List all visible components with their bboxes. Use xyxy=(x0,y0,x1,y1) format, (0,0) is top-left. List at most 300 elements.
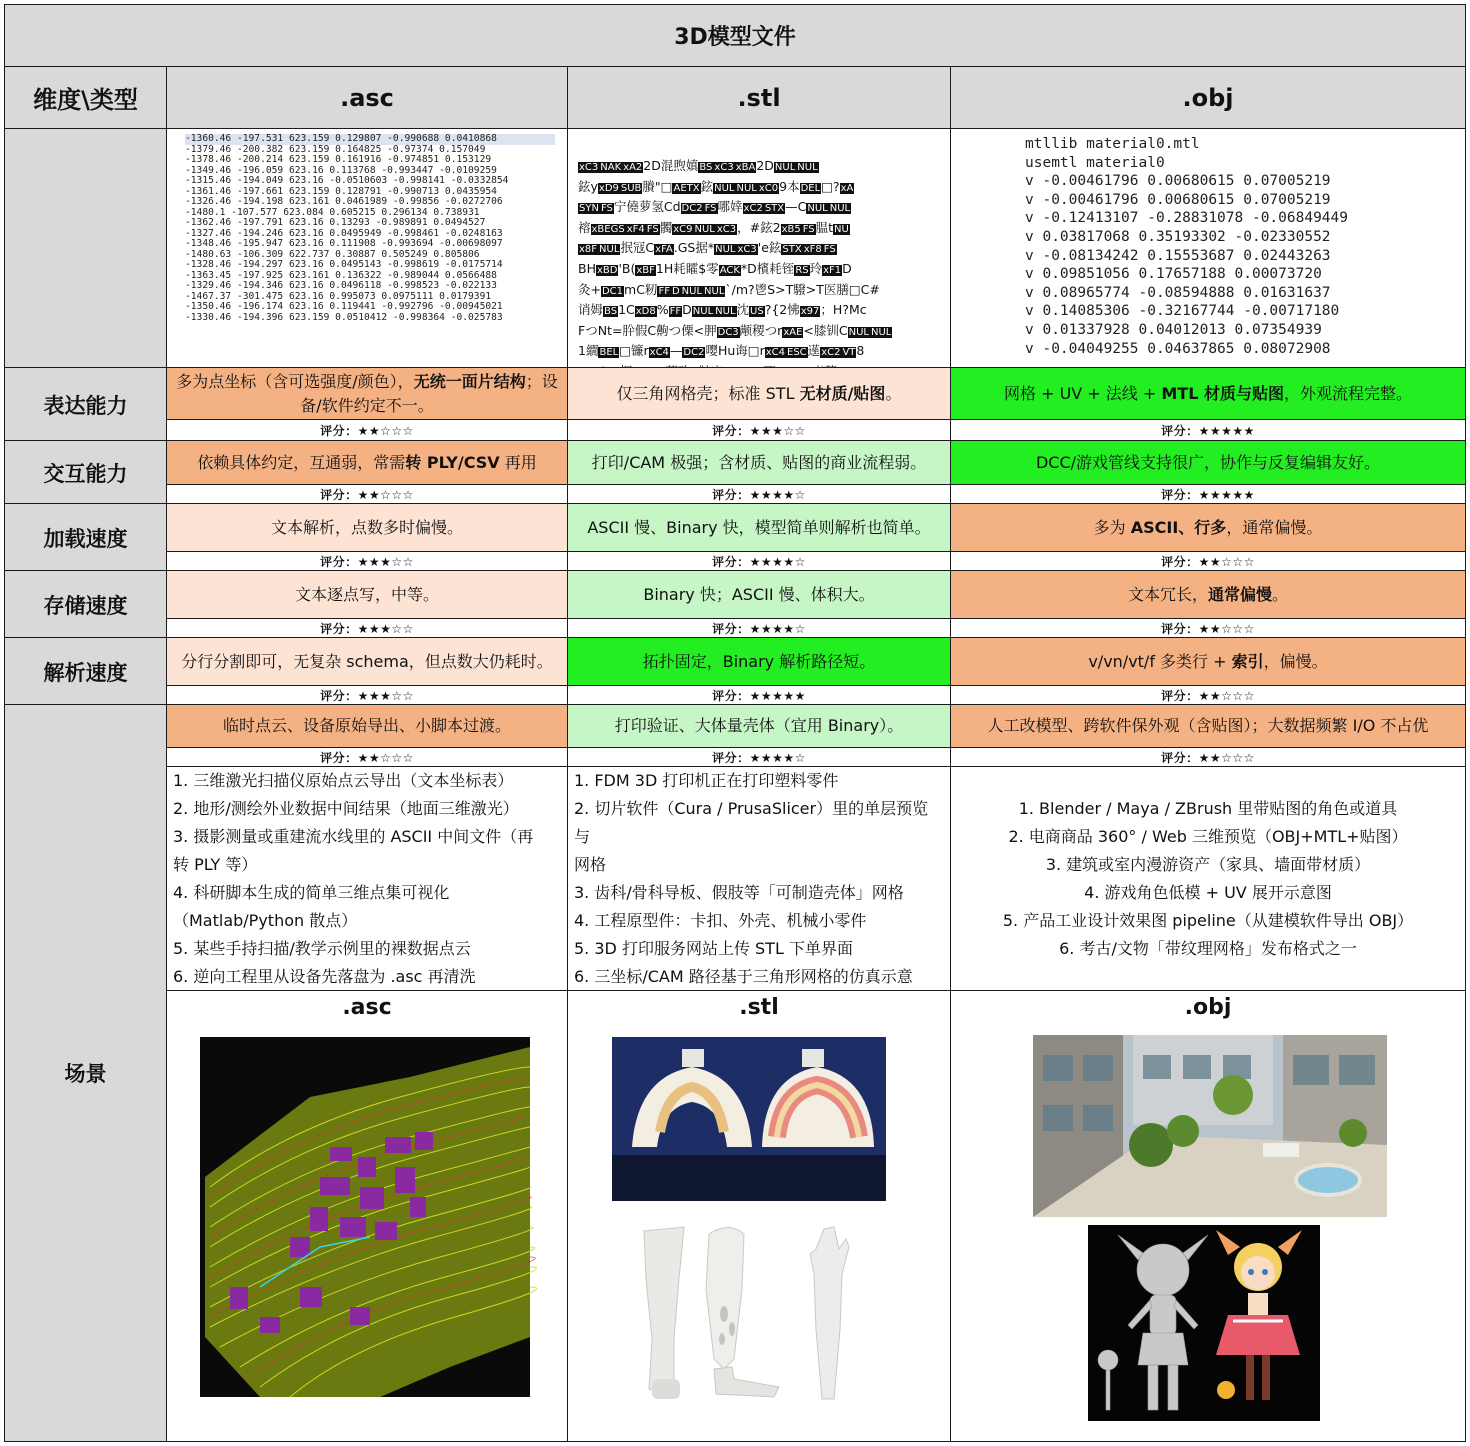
control-char-token: ESC xyxy=(787,347,807,359)
binary-text-token: ?{2怫 xyxy=(764,302,800,318)
binary-text-token: 宁僥萝氢Cd xyxy=(613,199,681,215)
control-char-token: xA xyxy=(840,182,854,194)
control-char-token: D xyxy=(671,285,680,297)
control-char-token: NUL xyxy=(829,203,851,215)
rating-text-stl xyxy=(567,503,951,552)
control-char-token: xF4 xyxy=(626,223,645,235)
control-char-token: x8F xyxy=(579,244,598,256)
asc-line: -1360.46 -197.531 623.159 0.129807 -0.990688 0.0410868 xyxy=(185,134,555,145)
score-label: 评分： xyxy=(320,751,358,765)
control-char-token: FF xyxy=(658,285,670,297)
description-part: 仅三角网格壳；标准 STL xyxy=(616,383,800,403)
scene-asc-image-cell xyxy=(166,990,568,1442)
binary-text-token: 鉉y xyxy=(578,178,598,194)
score-stl xyxy=(567,419,951,442)
star-rating: ★★★★★ xyxy=(749,688,806,703)
description-emphasis: 通常偏慢 xyxy=(1207,584,1272,604)
stl-line xyxy=(578,198,940,219)
control-char-token: NUL xyxy=(797,162,818,173)
control-char-token: BS xyxy=(699,162,713,173)
description-part: ，外观流程完整。 xyxy=(1284,383,1413,403)
description-part: 多为点坐标（含可选强度/颜色）， xyxy=(176,371,414,391)
preview-row-label xyxy=(4,128,167,368)
description-part: 。 xyxy=(885,383,902,403)
obj-line: v -0.08134242 0.15553687 0.02443263 xyxy=(1025,247,1331,264)
description-part: 分行分割即可，无复杂 schema，但点数大仍耗时。 xyxy=(181,651,553,671)
control-char-token: xC3 xyxy=(716,223,737,235)
binary-text-token: BH xyxy=(578,260,596,276)
control-char-token: x97 xyxy=(800,306,820,318)
score-label: 评分： xyxy=(320,689,358,703)
description-emphasis: 无统一面片结构 xyxy=(413,371,526,391)
obj-line: v 0.14085306 -0.32167744 -0.00717180 xyxy=(1025,303,1340,320)
control-char-token: NUL xyxy=(714,182,735,194)
score-label: 评分： xyxy=(320,424,358,438)
row-label xyxy=(4,440,167,505)
binary-text-token: *D檳耗铚 xyxy=(740,260,795,276)
control-char-token: BS xyxy=(604,306,618,318)
prosthetics-image xyxy=(634,1219,860,1409)
score-label: 评分： xyxy=(712,555,750,569)
obj-line: v -0.04049255 0.04637865 0.08072908 xyxy=(1025,340,1331,357)
description-emphasis: 转 PLY/CSV xyxy=(405,452,500,472)
description-part: ，偏慢。 xyxy=(1263,651,1328,671)
star-rating: ★★★★★ xyxy=(1198,423,1255,438)
binary-text-token: 抿冦C xyxy=(620,240,655,256)
format-label-stl: .stl xyxy=(737,83,781,112)
list-item: 4. 工程原型件：卡扣、外壳、机械小零件 xyxy=(574,910,867,930)
asc-line: -1378.46 -200.214 623.159 0.161916 -0.974851 0.153129 xyxy=(185,154,492,165)
description-part: ；设备/软件约定不一。 xyxy=(300,371,558,415)
list-item: 6. 逆向工程里从设备先落盘为 .asc 再清洗 xyxy=(173,966,476,986)
control-char-token: xB5 xyxy=(781,223,801,235)
rating-text-asc xyxy=(166,637,568,686)
asc-line: -1363.45 -197.925 623.161 0.136322 -0.989044 0.0566488 xyxy=(185,269,497,281)
control-char-token: NUL xyxy=(848,326,869,338)
dental-model-image xyxy=(612,1037,886,1201)
control-char-token: xC3 xyxy=(579,162,599,173)
rating-description xyxy=(197,451,537,475)
binary-text-token: 髑 xyxy=(659,219,673,235)
header-asc xyxy=(166,66,568,129)
score-label: 评分： xyxy=(712,751,750,765)
asc-line: -1379.46 -200.382 623.159 0.164825 -0.97374 0.157049 xyxy=(185,143,486,155)
scene-summary-text: 人工改模型、跨软件保外观（含贴图）；大数据频繁 I/O 不占优 xyxy=(987,716,1429,735)
control-char-token: DEL xyxy=(800,182,821,194)
control-char-token: xC0 xyxy=(758,182,779,194)
score-label: 评分： xyxy=(320,555,358,569)
stl-line xyxy=(578,260,940,281)
description-emphasis: MTL 材质与贴图 xyxy=(1161,383,1284,403)
control-char-token: NU xyxy=(834,223,849,235)
rating-text-obj xyxy=(950,637,1466,686)
rating-description xyxy=(1094,516,1323,540)
list-item: 2. 地形/测绘外业数据中间结果（地面三维激光） xyxy=(173,798,519,818)
control-char-token: FS xyxy=(600,203,613,215)
asc-line: -1329.46 -194.346 623.16 0.0496118 -0.998523 -0.022133 xyxy=(185,280,497,291)
obj-line: v 0.08965774 -0.08594888 0.01631637 xyxy=(1025,284,1331,301)
control-char-token: xBA xyxy=(735,162,756,173)
scene-examples-stl xyxy=(567,766,951,991)
binary-text-token: —C xyxy=(785,199,807,215)
description-part: DCC/游戏管线支持很广，协作与反复编辑友好。 xyxy=(1035,452,1381,472)
score-asc xyxy=(166,618,568,639)
star-rating: ★★★★☆ xyxy=(749,487,806,502)
scene-examples-obj xyxy=(950,766,1466,991)
scene-summary-stl xyxy=(567,704,951,748)
rating-description xyxy=(587,516,930,540)
asc-line: -1348.46 -195.947 623.16 0.111908 -0.993694 -0.00698097 xyxy=(185,238,503,249)
scene-asc-title: .asc xyxy=(342,995,392,1020)
list-item: 转 PLY 等） xyxy=(173,854,258,874)
binary-text-token: 沈 xyxy=(736,302,750,318)
star-rating: ★★☆☆☆ xyxy=(1198,554,1255,569)
control-char-token: xC4 xyxy=(649,347,669,359)
list-item: 1. 三维激光扫描仪原始点云导出（文本坐标表） xyxy=(173,770,514,790)
stl-line xyxy=(578,219,940,240)
star-rating: ★★☆☆☆ xyxy=(357,487,414,502)
binary-text-token: 1繝 xyxy=(578,343,599,359)
score-label: 评分： xyxy=(1161,689,1199,703)
asc-line: -1349.46 -196.059 623.16 0.113768 -0.993447 -0.0109259 xyxy=(185,164,497,176)
star-rating: ★★★☆☆ xyxy=(749,423,806,438)
binary-text-token: mC籾 xyxy=(624,281,658,297)
rating-description xyxy=(1036,451,1380,475)
score-asc xyxy=(166,419,568,442)
row-label xyxy=(4,367,167,442)
score-label: 评分： xyxy=(1161,424,1199,438)
binary-text-token: □镰r xyxy=(619,343,649,359)
row-label-text: 交互能力 xyxy=(43,461,128,486)
asc-line: -1326.46 -194.198 623.161 0.0461989 -0.99856 -0.0272706 xyxy=(185,196,503,207)
list-item: 5. 3D 打印服务网站上传 STL 下单界面 xyxy=(574,938,853,958)
control-char-token: NUL xyxy=(870,326,892,338)
control-char-token: BEL xyxy=(599,347,619,359)
row-label-text: 表达能力 xyxy=(43,393,128,418)
control-char-token: xC2 xyxy=(821,347,841,359)
score-stl xyxy=(567,618,951,639)
rating-text-stl xyxy=(567,637,951,686)
stl-line xyxy=(578,157,940,178)
list-item: 2. 电商商品 360° / Web 三维预览（OBJ+MTL+贴图） xyxy=(1008,826,1408,846)
control-char-token: xC2 xyxy=(743,203,763,215)
binary-text-token: □? xyxy=(821,178,840,194)
rating-description xyxy=(175,370,559,418)
score-obj xyxy=(950,419,1466,442)
binary-text-token: 鉉 xyxy=(700,178,714,194)
score-label: 评分： xyxy=(320,488,358,502)
row-label xyxy=(4,503,167,572)
star-rating: ★★★☆☆ xyxy=(357,621,414,636)
rating-text-asc xyxy=(166,440,568,485)
description-part: 拓扑固定，Binary 解析路径短。 xyxy=(642,651,876,671)
control-char-token: NAK xyxy=(600,162,622,173)
rating-description xyxy=(271,516,463,540)
control-char-token: NUL xyxy=(599,244,620,256)
architecture-render-image xyxy=(1033,1035,1387,1217)
control-char-token: DC2 xyxy=(683,347,705,359)
list-item: 5. 某些手持扫描/教学示例里的裸数据点云 xyxy=(173,938,471,958)
score-obj xyxy=(950,484,1466,505)
scene-obj-title: .obj xyxy=(1184,995,1232,1020)
stl-line xyxy=(578,281,940,302)
obj-file-preview xyxy=(1023,133,1379,359)
description-emphasis: ASCII、行多 xyxy=(1130,517,1227,537)
control-char-token: FS xyxy=(802,223,815,235)
star-rating: ★★☆☆☆ xyxy=(1198,750,1255,765)
obj-line: v -0.12413107 -0.28831078 -0.06849449 xyxy=(1025,210,1349,227)
star-rating: ★★☆☆☆ xyxy=(357,750,414,765)
binary-text-token: D xyxy=(842,260,852,276)
obj-line: v -0.00461796 0.00680615 0.07005219 xyxy=(1025,191,1331,208)
binary-text-token: 1H耗矐$零 xyxy=(655,260,719,276)
obj-line: v 0.01337928 0.04012013 0.07354939 xyxy=(1025,321,1322,338)
binary-text-token: 遳 xyxy=(807,343,821,359)
asc-line: -1315.46 -194.049 623.16 -0.0510603 -0.998141 -0.0332854 xyxy=(185,175,509,186)
score-obj xyxy=(950,618,1466,639)
control-char-token: FS xyxy=(704,203,717,215)
stl-line xyxy=(578,322,940,343)
scene-stl-title: .stl xyxy=(739,995,779,1020)
rating-text-stl xyxy=(567,440,951,485)
binary-text-token: 嘤Hu诲□r xyxy=(705,343,765,359)
rating-description xyxy=(295,583,439,607)
score-asc xyxy=(166,484,568,505)
control-char-token: FF xyxy=(669,306,682,318)
control-char-token: xF1 xyxy=(823,264,842,276)
asc-line: -1480.63 -106.309 622.737 0.30887 0.505249 0.805806 xyxy=(185,248,480,260)
control-char-token: xC4 xyxy=(765,347,786,359)
control-char-token: NUL xyxy=(692,306,714,318)
scene-label: 场景 xyxy=(64,1062,107,1086)
list-item: 4. 科研脚本生成的简单三维点集可视化 xyxy=(173,882,450,902)
score-stl xyxy=(567,484,951,505)
score-label: 评分： xyxy=(1161,622,1199,636)
binary-text-token: 9本 xyxy=(779,178,800,194)
list-item: 3. 齿科/骨科导板、假肢等「可制造壳体」网格 xyxy=(574,882,904,902)
binary-text-token: 2D xyxy=(643,158,661,173)
control-char-token: xD9 xyxy=(598,182,619,194)
control-char-token: NUL xyxy=(681,285,703,297)
control-char-token: RS xyxy=(795,264,809,276)
scene-examples-asc xyxy=(166,766,568,991)
asc-line: -1350.46 -196.174 623.16 0.119441 -0.992796 -0.00945021 xyxy=(185,301,503,312)
binary-text-token: .GS xyxy=(673,240,696,256)
control-char-token: DC3 xyxy=(717,326,739,338)
binary-text-token: 2D xyxy=(756,158,774,173)
rating-text-obj xyxy=(950,570,1466,619)
asc-line: -1330.46 -194.396 623.159 0.0510412 -0.998364 -0.025783 xyxy=(185,311,503,323)
binary-text-token: — xyxy=(669,343,683,359)
description-part: ，通常偏慢。 xyxy=(1226,517,1323,537)
title-text: 3D模型文件 xyxy=(674,25,796,50)
control-char-token: NUL xyxy=(694,223,715,235)
rating-description xyxy=(617,382,902,406)
list-item: 6. 三坐标/CAM 路径基于三角形网格的仿真示意 xyxy=(574,966,913,986)
binary-text-token: 混煦嫃 xyxy=(660,158,699,173)
header-stl xyxy=(567,66,951,129)
rating-text-asc xyxy=(166,570,568,619)
description-part: 文本逐点写，中等。 xyxy=(294,584,439,604)
binary-text-token: `/m?鬯S>T驋>T医膳□C# xyxy=(725,281,880,297)
binary-text-token: 腽t xyxy=(815,219,834,235)
list-item: 5. 产品工业设计效果图 pipeline（从建模软件导出 OBJ） xyxy=(1002,910,1414,930)
asc-line: -1480.1 -107.577 623.084 0.605215 0.296134 0.738931 xyxy=(185,206,480,218)
rating-description xyxy=(592,451,926,475)
binary-text-token: FつNt=肸假C齁つ傈<胛 xyxy=(578,322,717,338)
list-item: 4. 游戏角色低模 + UV 展开示意图 xyxy=(1084,882,1332,902)
obj-line: v 0.09851056 0.17657188 0.00073720 xyxy=(1025,266,1322,283)
score-obj xyxy=(950,551,1466,572)
asc-file-preview xyxy=(183,133,557,325)
scene-stl-image-cell xyxy=(567,990,951,1442)
stl-line xyxy=(578,301,940,322)
terrain-point-cloud-image xyxy=(200,1037,530,1397)
control-char-token: xAE xyxy=(783,326,803,338)
scene-summary-text: 临时点云、设备原始导出、小脚本过渡。 xyxy=(222,716,511,735)
rating-description xyxy=(643,583,874,607)
control-char-token: FS xyxy=(646,223,659,235)
description-emphasis: 无材质/贴图 xyxy=(799,383,886,403)
star-rating: ★★★★☆ xyxy=(749,750,806,765)
binary-text-token: 1C xyxy=(618,302,635,318)
binary-text-token: <膝钏C xyxy=(803,322,848,338)
score-label: 评分： xyxy=(712,622,750,636)
row-label-text: 加载速度 xyxy=(43,526,128,551)
score-label: 评分： xyxy=(320,622,358,636)
format-label-obj: .obj xyxy=(1182,83,1234,112)
rating-text-asc xyxy=(166,503,568,552)
binary-text-token: 据* xyxy=(695,240,715,256)
control-char-token: xC3 xyxy=(714,162,734,173)
binary-text-token: 8 xyxy=(856,343,865,359)
row-label xyxy=(4,570,167,639)
description-part: ASCII 慢、Binary 快，模型简单则解析也简单。 xyxy=(587,517,931,537)
list-item: 3. 摄影测量或重建流水线里的 ASCII 中间文件（再 xyxy=(173,826,534,846)
preview-asc-cell xyxy=(166,128,568,368)
control-char-token: xBD xyxy=(596,264,618,276)
control-char-token: VT xyxy=(842,347,856,359)
row-label xyxy=(4,637,167,706)
description-part: Binary 快；ASCII 慢、体积大。 xyxy=(643,584,875,604)
binary-text-token: ；H?Mc xyxy=(820,302,867,318)
list-item: 1. Blender / Maya / ZBrush 里带贴图的角色或道具 xyxy=(1018,798,1398,818)
rating-description xyxy=(1088,650,1327,674)
control-char-token: US xyxy=(750,306,764,318)
score-label: 评分： xyxy=(1161,488,1199,502)
list-item: 网格 xyxy=(574,854,607,874)
score-asc xyxy=(166,551,568,572)
asc-line: -1328.46 -194.297 623.16 0.0495143 -0.998619 -0.0175714 xyxy=(185,259,503,270)
star-rating: ★★☆☆☆ xyxy=(357,423,414,438)
table-title xyxy=(4,4,1466,67)
star-rating: ★★★★☆ xyxy=(749,621,806,636)
control-char-token: NUL xyxy=(715,244,736,256)
star-rating: ★★★★★ xyxy=(1198,487,1255,502)
scene-summary-text: 打印验证、大体量壳体（宜用 Binary）。 xyxy=(614,716,904,735)
corner-header xyxy=(4,66,167,129)
description-part: 文本解析，点数多时偏慢。 xyxy=(270,517,463,537)
control-char-token: xBEGS xyxy=(591,223,625,235)
binary-text-token: 诮姆 xyxy=(578,302,604,318)
control-char-token: SUB xyxy=(620,182,642,194)
score-label: 评分： xyxy=(712,488,750,502)
comparison-table xyxy=(4,4,1466,1442)
list-item: 3. 建筑或室内漫游资产（家具、墙面带材质） xyxy=(1045,854,1371,874)
control-char-token: DC2 xyxy=(681,203,703,215)
score-asc xyxy=(166,685,568,706)
control-char-token: DC1 xyxy=(601,285,624,297)
list-item: 2. 切片软件（Cura / PrusaSlicer）里的单层预览与 xyxy=(574,798,929,846)
header-obj xyxy=(950,66,1466,129)
description-part: 依赖具体约定，互通弱，常需 xyxy=(197,452,406,472)
stl-line xyxy=(578,178,940,199)
preview-obj-cell xyxy=(950,128,1466,368)
rating-text-obj xyxy=(950,367,1466,420)
scene-row-label xyxy=(4,704,167,1442)
control-char-token: xC3 xyxy=(737,244,757,256)
control-char-token: xBF xyxy=(636,264,655,276)
score-label: 评分： xyxy=(1161,555,1199,569)
rating-text-asc xyxy=(166,367,568,420)
rating-text-obj xyxy=(950,440,1466,485)
game-character-image xyxy=(1088,1225,1320,1421)
score-label: 评分： xyxy=(712,689,750,703)
obj-line: usemtl material0 xyxy=(1025,154,1165,171)
stl-line xyxy=(578,342,940,363)
scene-obj-image-cell xyxy=(950,990,1466,1442)
corner-label: 维度\类型 xyxy=(33,86,138,114)
rating-description xyxy=(181,650,553,674)
asc-line: -1327.46 -194.246 623.16 0.0495949 -0.998461 -0.0248163 xyxy=(185,227,503,239)
control-char-token: ACK xyxy=(719,264,740,276)
stl-line xyxy=(578,239,940,260)
obj-line: v 0.03817068 0.35193302 -0.02330552 xyxy=(1025,228,1331,245)
binary-text-token: 颟稷つr xyxy=(739,322,783,338)
binary-text-token: % xyxy=(656,302,669,318)
scene-score-obj xyxy=(950,747,1466,768)
control-char-token: NUL xyxy=(736,182,757,194)
row-label-text: 存储速度 xyxy=(43,593,128,618)
control-char-token: STX xyxy=(764,203,785,215)
control-char-token: FS xyxy=(823,244,836,256)
star-rating: ★★☆☆☆ xyxy=(1198,621,1255,636)
control-char-token: xF8 xyxy=(803,244,822,256)
description-part: 文本冗长， xyxy=(1127,584,1208,604)
control-char-token: STX xyxy=(782,244,802,256)
description-emphasis: 索引 xyxy=(1231,651,1264,671)
rating-text-stl xyxy=(567,367,951,420)
binary-text-token: 玲 xyxy=(809,260,823,276)
binary-text-token: 'B( xyxy=(618,260,636,276)
rating-description xyxy=(1128,583,1288,607)
scene-summary-obj xyxy=(950,704,1466,748)
binary-text-token: 哪婞 xyxy=(717,199,743,215)
list-item: （Matlab/Python 散点） xyxy=(173,910,358,930)
description-part: 多为 xyxy=(1093,517,1131,537)
control-char-token: xFA xyxy=(655,244,673,256)
star-rating: ★★★☆☆ xyxy=(357,554,414,569)
format-label-asc: .asc xyxy=(340,83,394,112)
score-stl xyxy=(567,685,951,706)
scene-summary-asc xyxy=(166,704,568,748)
rating-text-stl xyxy=(567,570,951,619)
binary-text-token: 灸+ xyxy=(578,281,601,297)
binary-text-token: ，#鉉2 xyxy=(737,219,781,235)
control-char-token: xD8 xyxy=(635,306,656,318)
rating-description xyxy=(1004,382,1412,406)
control-char-token: xC9 xyxy=(673,223,693,235)
